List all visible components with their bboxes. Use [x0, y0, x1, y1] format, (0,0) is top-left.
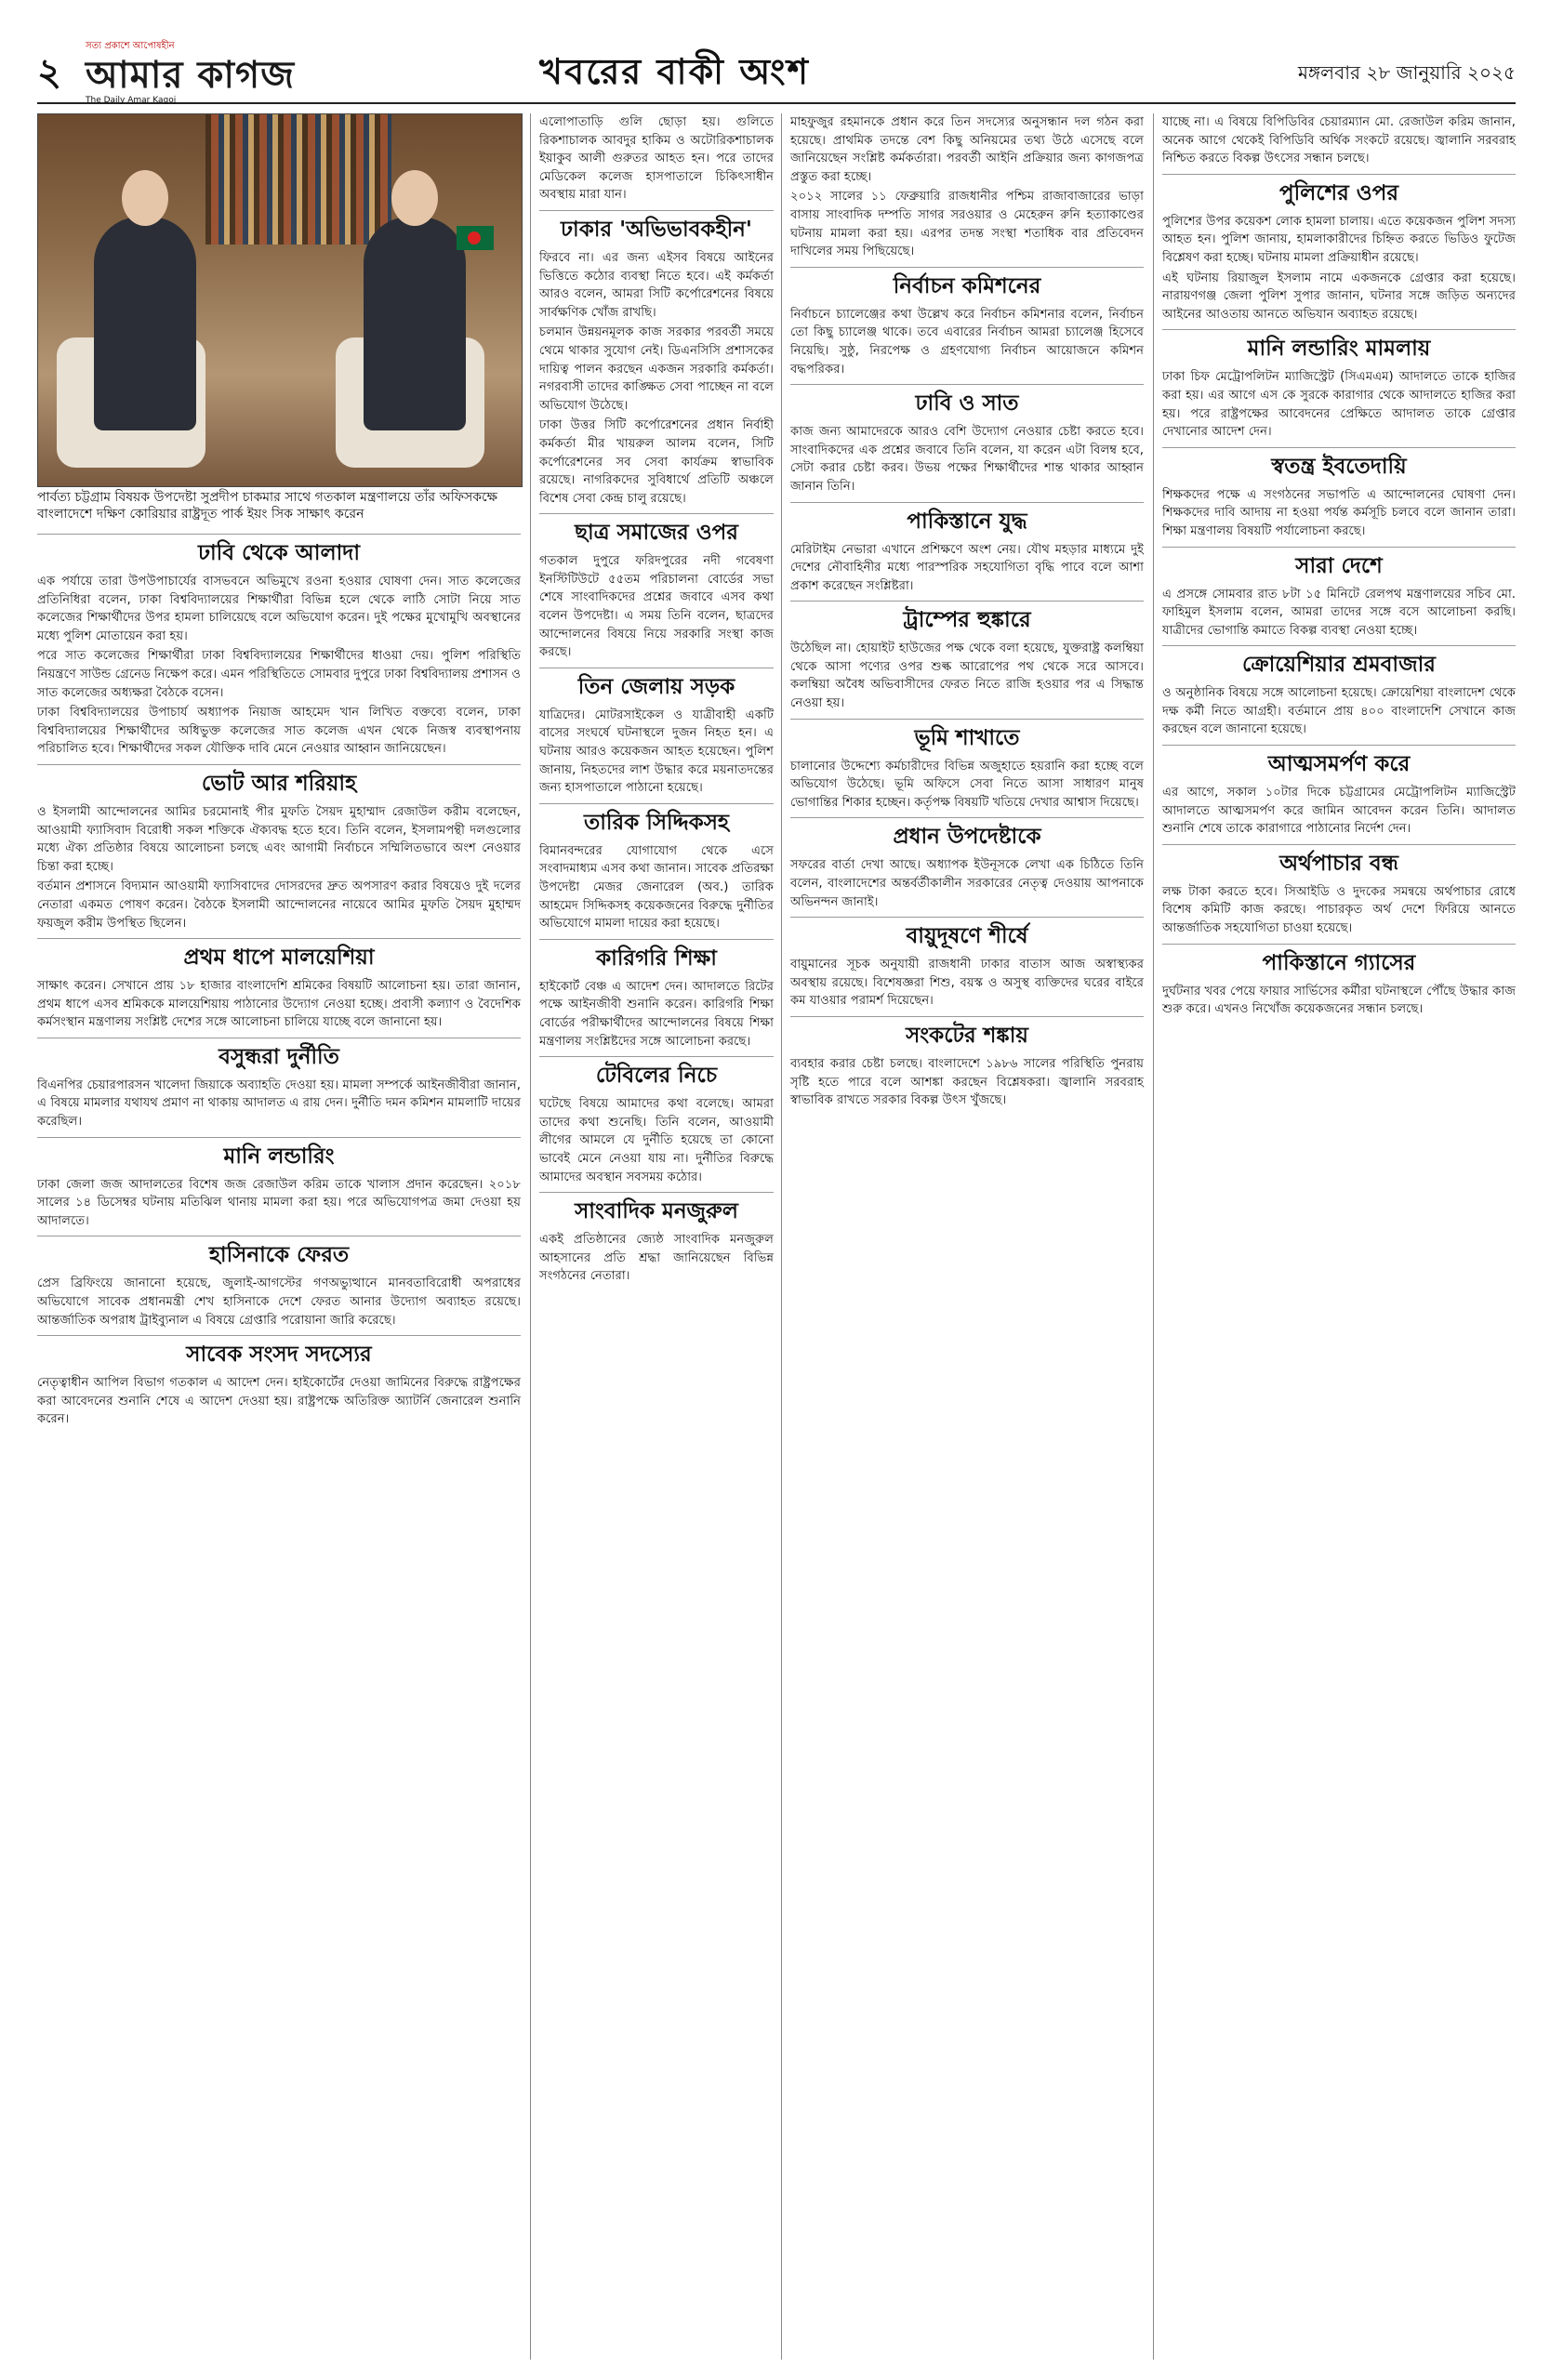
- photo-caption: পার্বত্য চট্টগ্রাম বিষয়ক উপদেষ্টা সুপ্রদীপ চাকমার সাথে গতকাল মন্ত্রণালয়ে তাঁর অফিসকক্ষে বাংলাদেশে দক্ষিণ কোরিয়ার রাষ্ট্রদূত পার্ক ইয়ং সিক সাক্ষাৎ করেন: [37, 490, 497, 522]
- article-paragraph: শিক্ষকদের পক্ষে এ সংগঠনের সভাপতি এ আন্দোলনের ঘোষণা দেন। শিক্ষকদের দাবি আদায় না হওয়া পর্যন্ত কর্মসূচি চলবে বলে জানান তারা। শিক্ষা মন্ত্রণালয় বিষয়টি পর্যালোচনা করছে।: [1162, 487, 1516, 538]
- section-title: খবরের বাকী অংশ: [539, 50, 811, 92]
- article-headline: প্রধান উপদেষ্টাকে: [790, 817, 1144, 851]
- article-paragraph: এই ঘটনায় রিয়াজুল ইসলাম নামে একজনকে গ্রেপ্তার করা হয়েছে। নারায়ণগঞ্জ জেলা পুলিশ সুপার জানান, ঘটনার সঙ্গে জড়িত অন্যদের আইনের আওতায় আনতে অভিযান অব্যাহত রয়েছে।: [1162, 271, 1516, 322]
- flag-icon: [457, 226, 494, 250]
- article-headline: টেবিলের নিচে: [539, 1056, 774, 1090]
- article-headline: হাসিনাকে ফেরত: [37, 1236, 521, 1269]
- article-paragraph: মাহফুজুর রহমানকে প্রধান করে তিন সদস্যের অনুসন্ধান দল গঠন করা হয়েছে। প্রাথমিক তদন্তে বেশ কিছু অনিয়মের তথ্য উঠে এসেছে বলে জানিয়েছেন সংশ্লিষ্ট কর্মকর্তারা। পরবর্তী আইনি প্রক্রিয়ার জন্য কাগজপত্র প্রস্তুত করা হচ্ছে।: [790, 115, 1144, 184]
- article-headline: পাকিস্তানে গ্যাসের: [1162, 944, 1516, 977]
- article-headline: ঢাকার 'অভিভাবকহীন': [539, 210, 774, 244]
- article-paragraph: চালানোর উদ্দেশ্যে কর্মচারীদের বিভিন্ন অজুহাতে হয়রানি করা হচ্ছে বলে অভিযোগ উঠেছে। ভূমি অফিসে সেবা নিতে আসা সাধারণ মানুষ ভোগান্তির শিকার হচ্ছেন। কর্তৃপক্ষ বিষয়টি খতিয়ে দেখার আশ্বাস দিয়েছে।: [790, 759, 1144, 810]
- article-paragraph: মেরিটাইম নেভারা এখানে প্রশিক্ষণে অংশ নেয়। যৌথ মহড়ার মাধ্যমে দুই দেশের নৌবাহিনীর মধ্যে পারস্পরিক সহযোগিতা বৃদ্ধি পাবে বলে আশা প্রকাশ করেছেন সংশ্লিষ্টরা।: [790, 542, 1144, 593]
- article-headline: সাংবাদিক মনজুরুল: [539, 1192, 774, 1225]
- article-headline: ভূমি শাখাতে: [790, 719, 1144, 752]
- masthead-tagline: সত্য প্রকাশে আপোষহীন: [86, 41, 175, 51]
- article-paragraph: বায়ুমানের সূচক অনুযায়ী রাজধানী ঢাকার বাতাস আজ অস্বাস্থ্যকর অবস্থায় রয়েছে। বিশেষজ্ঞরা শিশু, বয়স্ক ও অসুস্থ ব্যক্তিদের ঘরের বাইরে কম যাওয়ার পরামর্শ দিয়েছেন।: [790, 958, 1144, 1009]
- column-1: [37, 528, 521, 2360]
- article-paragraph: গতকাল দুপুরে ফরিদপুরের নদী গবেষণা ইনস্টিটিউটে ৫৫তম পরিচালনা বোর্ডের সভা শেষে সাংবাদিকদের প্রশ্নের জবাবে এসব কথা বলেন উপদেষ্টা। এ সময় তিনি বলেন, ছাত্রদের আন্দোলনের বিষয়ে নিয়ে সরকারি সংস্থা কাজ করছে।: [539, 554, 774, 660]
- article-headline: আত্মসমর্পণ করে: [1162, 745, 1516, 778]
- article-paragraph: সফরের বার্তা দেখা আছে। অধ্যাপক ইউনূসকে লেখা এক চিঠিতে তিনি বলেন, বাংলাদেশের অন্তর্বর্তীকালীন সরকারের নেতৃত্ব দেওয়ায় আপনাকে অভিনন্দন জানাই।: [790, 858, 1144, 909]
- article-headline: সংকটের শঙ্কায়: [790, 1016, 1144, 1050]
- article-headline: বায়ুদূষণে শীর্ষে: [790, 917, 1144, 950]
- article-headline: অর্থপাচার বন্ধ: [1162, 844, 1516, 878]
- news-photo: [37, 113, 523, 487]
- column-divider: [781, 113, 782, 2360]
- article-headline: নির্বাচন কমিশনের: [790, 267, 1144, 300]
- article-headline: কারিগরি শিক্ষা: [539, 939, 774, 972]
- article-headline: পাকিস্তানে যুদ্ধ: [790, 502, 1144, 536]
- article-headline: মানি লন্ডারিং মামলায়: [1162, 329, 1516, 363]
- person-left: [94, 217, 196, 430]
- article-headline: মানি লন্ডারিং: [37, 1137, 521, 1170]
- article-headline: ট্রাম্পের হুঙ্কারে: [790, 601, 1144, 634]
- article-paragraph: প্রেস ব্রিফিংয়ে জানানো হয়েছে, জুলাই-আগস্টের গণঅভ্যুত্থানে মানবতাবিরোধী অপরাধের অভিযোগে সাবেক প্রধানমন্ত্রী শেখ হাসিনাকে দেশে ফেরত আনার উদ্যোগ অব্যাহত রয়েছে। আন্তর্জাতিক অপরাধ ট্রাইব্যুনাল এ বিষয়ে গ্রেপ্তারি পরোয়ানা জারি করেছে।: [37, 1276, 521, 1328]
- person-right: [364, 217, 466, 430]
- article-headline: স্বতন্ত্র ইবতেদায়ি: [1162, 447, 1516, 481]
- article-paragraph: ঢাকা বিশ্ববিদ্যালয়ের উপাচার্য অধ্যাপক নিয়াজ আহমেদ খান লিখিত বক্তব্যে বলেন, ঢাকা বিশ্ববিদ্যালয়ের শিক্ষার্থীদের অধিভুক্ত কলেজের সাত কলেজ এখন থেকে নিজস্ব ব্যবস্থাপনায় পরিচালিত হবে। শিক্ষার্থীদের সকল যৌক্তিক দাবি মেনে নেওয়ার আহ্বান জানিয়েছেন।: [37, 706, 521, 757]
- issue-date: মঙ্গলবার ২৮ জানুয়ারি ২০২৫: [1297, 61, 1516, 84]
- article-paragraph: ঢাকা চিফ মেট্রোপলিটন ম্যাজিস্ট্রেট (সিএমএম) আদালতে তাকে হাজির করা হয়। এর আগে এস কে সুরকে কারাগার থেকে আদালতে হাজির করা হয়। পরে রাষ্ট্রপক্ষের আবেদনের প্রেক্ষিতে আদালত তাকে গ্রেপ্তার দেখানোর আদেশ দেন।: [1162, 370, 1516, 440]
- page-header: [37, 37, 1516, 104]
- article-paragraph: নির্বাচনে চ্যালেঞ্জের কথা উল্লেখ করে নির্বাচন কমিশনার বলেন, নির্বাচন তো কিছু চ্যালেঞ্জ থাকে। তবে এবারের নির্বাচন আমরা চ্যালেঞ্জ হিসেবে নিয়েছি। সুষ্ঠু, নিরপেক্ষ ও গ্রহণযোগ্য নির্বাচন আয়োজনে কমিশন বদ্ধপরিকর।: [790, 307, 1144, 377]
- article-paragraph: ২০১২ সালের ১১ ফেব্রুয়ারি রাজধানীর পশ্চিম রাজাবাজারের ভাড়া বাসায় সাংবাদিক দম্পতি সাগর সরওয়ার ও মেহেরুন রুনি হত্যাকাণ্ডের ঘটনায় মামলা করা হয়। এরপর তদন্ত সংস্থা শতাধিক বার প্রতিবেদন দাখিলের সময় পিছিয়েছে।: [790, 190, 1144, 259]
- article-headline: ঢাবি ও সাত: [790, 384, 1144, 417]
- article-paragraph: বিমানবন্দরের যোগাযোগ থেকে এসে সংবাদমাধ্যম এসব কথা জানান। সাবেক প্রতিরক্ষা উপদেষ্টা মেজর জেনারেল (অব.) তারিক আহমেদ সিদ্দিকসহ কয়েকজনের বিরুদ্ধে দুর্নীতির অভিযোগে মামলা দায়ের করা হয়েছে।: [539, 843, 774, 932]
- article-paragraph: ঘটেছে বিষয়ে আমাদের কথা বলেছে। আমরা তাদের কথা শুনেছি। তিনি বলেন, আওয়ামী লীগের আমলে যে দুর্নীতি হয়েছে তা কোনো ভাবেই মেনে নেওয়া যায় না। দুর্নীতির বিরুদ্ধে আমাদের অবস্থান সবসময় কঠোর।: [539, 1097, 774, 1184]
- column-3: [790, 113, 1144, 2360]
- article-headline: ঢাবি থেকে আলাদা: [37, 534, 521, 567]
- article-headline: বসুন্ধরা দুর্নীতি: [37, 1038, 521, 1071]
- article-paragraph: ও ইসলামী আন্দোলনের আমির চরমোনাই পীর মুফতি সৈয়দ মুহাম্মাদ রেজাউল করীম বলেছেন, আওয়ামী ফ্যাসিবাদ বিরোধী সকল শক্তিকে ঐক্যবদ্ধ হতে হবে। তিনি বলেন, ইসলামপন্থী দলগুলোর মধ্যে ঐক্য প্রতিষ্ঠার বিষয়ে আলোচনা চলছে এবং আগামী নির্বাচনে সম্মিলিতভাবে অংশ নেওয়ার চিন্তা করা হচ্ছে।: [37, 804, 521, 874]
- article-paragraph: ফিরবে না। এর জন্য এইসব বিষয়ে আইনের ভিত্তিতে কঠোর ব্যবস্থা নিতে হবে। এই কর্মকর্তা আরও বলেন, আমরা সিটি কর্পোরেশনের বিষয়ে সার্বক্ষণিক খোঁজ রাখছি।: [539, 250, 774, 320]
- article-paragraph: কাজ জন্য আমাদেরকে আরও বেশি উদ্যোগ নেওয়ার চেষ্টা করতে হবে। সাংবাদিকদের এক প্রশ্নের জবাবে তিনি বলেন, যা করেন এটা বিলম্ব হবে, সেটা করার চেষ্টা করব। উভয় পক্ষের শিক্ষার্থীদের শান্ত থাকার আহ্বান জানান তিনি।: [790, 425, 1144, 494]
- article-paragraph: ঢাকা জেলা জজ আদালতের বিশেষ জজ রেজাউল করিম তাকে খালাস প্রদান করেছেন। ২০১৮ সালের ১৪ ডিসেম্বর ঘটনায় মতিঝিল থানায় মামলা করা হয়। পরে অভিযোগপত্র জমা দেওয়া হয় আদালতে।: [37, 1177, 521, 1228]
- masthead-subtitle: The Daily Amar Kagoj: [86, 96, 177, 105]
- masthead-name: আমার কাগজ: [86, 53, 295, 97]
- column-divider: [530, 113, 531, 2360]
- article-paragraph: বিএনপির চেয়ারপারসন খালেদা জিয়াকে অব্যাহতি দেওয়া হয়। মামলা সম্পর্কে আইনজীবীরা জানান, এ বিষয়ে মামলার যথাযথ প্রমাণ না থাকায় আদালত এ রায় দেন। দুর্নীতি দমন কমিশন মামলাটি দায়ের করেছিল।: [37, 1078, 521, 1130]
- article-paragraph: যাচ্ছে না। এ বিষয়ে বিপিডিবির চেয়ারম্যান মো. রেজাউল করিম জানান, অনেক আগে থেকেই বিপিডিবি অর্থিক সংকটে রয়েছে। জ্বালানি সরবরাহ নিশ্চিত করতে বিকল্প উৎসের সন্ধান চলছে।: [1162, 115, 1516, 166]
- article-headline: ক্রোয়েশিয়ার শ্রমবাজার: [1162, 645, 1516, 679]
- article-paragraph: এক পর্যায়ে তারা উপউপাচার্যের বাসভবনে অভিমুখে রওনা হওয়ার ঘোষণা দেন। সাত কলেজের প্রতিনিধিরা বলেন, ঢাকা বিশ্ববিদ্যালয়ের শিক্ষার্থীরা বিভিন্ন হলে থেকে লাঠি সোটা নিয়ে সাত কলেজের শিক্ষার্থীদের উপর হামলা চালিয়েছে বলে অভিযোগ করেন। দুই পক্ষের মুখোমুখি অবস্থানের মধ্যে পুলিশ মোতায়েন করা হয়।: [37, 575, 521, 643]
- article-headline: সারা দেশে: [1162, 547, 1516, 580]
- article-headline: ছাত্র সমাজের ওপর: [539, 513, 774, 547]
- article-headline: প্রথম ধাপে মালয়েশিয়া: [37, 938, 521, 972]
- article-paragraph: চলমান উন্নয়নমূলক কাজ সরকার পরবর্তী সময়ে থেমে থাকার সুযোগ নেই। ডিএনসিসি প্রশাসকের দায়িত্ব পালন করছেন একজন সরকারি কর্মকর্তা। নগরবাসী তাদের কাঙ্ক্ষিত সেবা পাচ্ছেন না বলে অভিযোগ উঠেছে।: [539, 325, 774, 413]
- article-paragraph: নেতৃত্বাধীন আপিল বিভাগ গতকাল এ আদেশ দেন। হাইকোর্টের দেওয়া জামিনের বিরুদ্ধে রাষ্ট্রপক্ষের করা আবেদনের শুনানি শেষে এ আদেশ দেওয়া হয়। রাষ্ট্রপক্ষে অতিরিক্ত অ্যাটর্নি জেনারেল শুনানি করেন।: [37, 1376, 521, 1427]
- article-headline: সাবেক সংসদ সদস্যের: [37, 1335, 521, 1368]
- article-paragraph: উঠেছিল না। হোয়াইট হাউজের পক্ষ থেকে বলা হয়েছে, যুক্তরাষ্ট্র কলম্বিয়া থেকে আসা পণ্যের ওপর শুল্ক আরোপের পথ থেকে সরে আসবে। কলম্বিয়া অবৈধ অভিবাসীদের ফেরত নিতে রাজি হওয়ার পর এ সিদ্ধান্ত নেওয়া হয়।: [790, 641, 1144, 711]
- article-headline: তারিক সিদ্দিকসহ: [539, 803, 774, 837]
- article-paragraph: একই প্রতিষ্ঠানের জ্যেষ্ঠ সাংবাদিক মনজুরুল আহসানের প্রতি শ্রদ্ধা জানিয়েছেন বিভিন্ন সংগঠনের নেতারা।: [539, 1233, 774, 1284]
- page-number: ২: [37, 50, 62, 94]
- masthead-logo: [86, 39, 327, 105]
- article-paragraph: এলোপাতাড়ি গুলি ছোড়া হয়। গুলিতে রিকশাচালক আবদুর হাকিম ও অটোরিকশাচালক ইয়াকুব আলী গুরুতর আহত হন। পরে তাদের মেডিকেল কলেজ হাসপাতালে চিকিৎসাধীন অবস্থায় মারা যান।: [539, 115, 774, 203]
- article-paragraph: এর আগে, সকাল ১০টার দিকে চট্টগ্রামের মেট্রোপলিটন ম্যাজিস্ট্রেট আদালতে আত্মসমর্পণ করে জামিন আবেদন করেন তিনি। আদালত শুনানি শেষে তাকে কারাগারে পাঠানোর নির্দেশ দেন।: [1162, 786, 1516, 837]
- article-paragraph: দুর্ঘটনার খবর পেয়ে ফায়ার সার্ভিসের কর্মীরা ঘটনাস্থলে পৌঁছে উদ্ধার কাজ শুরু করে। এখনও নিখোঁজ কয়েকজনের সন্ধান চলছে।: [1162, 984, 1516, 1017]
- article-paragraph: এ প্রসঙ্গে সোমবার রাত ৮টা ১৫ মিনিটে রেলপথ মন্ত্রণালয়ের সচিব মো. ফাহিমুল ইসলাম বলেন, আমরা তাদের সঙ্গে বসে আলোচনা করছি। যাত্রীদের ভোগান্তি কমাতে বিকল্প ব্যবস্থা নেওয়া হচ্ছে।: [1162, 587, 1516, 638]
- bookshelf: [205, 114, 391, 245]
- article-paragraph: যাত্রিদের। মোটরসাইকেল ও যাত্রীবাহী একটি বাসের সংঘর্ষে ঘটনাস্থলে দুজন নিহত হন। এ ঘটনায় আরও কয়েকজন আহত হয়েছেন। পুলিশ জানায়, নিহতদের লাশ উদ্ধার করে ময়নাতদন্তের জন্য হাসপাতালে পাঠানো হয়েছে।: [539, 707, 774, 796]
- column-4: [1162, 113, 1516, 2360]
- article-paragraph: ও অনুষ্ঠানিক বিষয়ে সঙ্গে আলোচনা হয়েছে। ক্রোয়েশিয়া বাংলাদেশ থেকে দক্ষ কর্মী নিতে আগ্রহী। বর্তমানে প্রায় ৪০০ বাংলাদেশি সেখানে কাজ করছেন বলে জানানো হয়েছে।: [1162, 686, 1516, 737]
- article-headline: ভোট আর শরিয়াহ: [37, 764, 521, 798]
- article-paragraph: পরে সাত কলেজের শিক্ষার্থীরা ঢাকা বিশ্ববিদ্যালয়ের শিক্ষার্থীদের ধাওয়া দেয়। পুলিশ পরিস্থিতি নিয়ন্ত্রণে সাউন্ড গ্রেনেড নিক্ষেপ করে। এমন পরিস্থিতিতে সোমবার দুপুরে ঢাকা বিশ্ববিদ্যালয় প্রশাসন ও সাত কলেজের অধ্যক্ষরা বৈঠকে বসেন।: [37, 649, 521, 700]
- article-paragraph: বর্তমান প্রশাসনে বিদ্যমান আওয়ামী ফ্যাসিবাদের দোসরদের দ্রুত অপসারণ করার বিষয়েও দুই দলের নেতারা একমত পোষণ করেন। বৈঠকে ইসলামী আন্দোলনের নায়েবে আমির মুফতি সৈয়দ মুহাম্মদ ফয়জুল করীম উপস্থিত ছিলেন।: [37, 879, 521, 931]
- article-paragraph: পুলিশের উপর কয়েকশ লোক হামলা চালায়। এতে কয়েকজন পুলিশ সদস্য আহত হন। পুলিশ জানায়, হামলাকারীদের চিহ্নিত করতে ভিডিও ফুটেজ বিশ্লেষণ করা হচ্ছে। ঘটনায় মামলা প্রক্রিয়াধীন রয়েছে।: [1162, 214, 1516, 265]
- column-divider: [1153, 113, 1154, 2360]
- article-headline: পুলিশের ওপর: [1162, 174, 1516, 207]
- article-paragraph: লক্ষ টাকা করতে হবে। সিআইডি ও দুদকের সমন্বয়ে অর্থপাচার রোধে বিশেষ কমিটি কাজ করছে। পাচারকৃত অর্থ দেশে ফিরিয়ে আনতে আন্তর্জাতিক সহযোগিতা চাওয়া হয়েছে।: [1162, 884, 1516, 936]
- article-paragraph: ঢাকা উত্তর সিটি কর্পোরেশনের প্রধান নির্বাহী কর্মকর্তা মীর খায়রুল আলম বলেন, সিটি কর্পোরেশনের সব সেবা কার্যক্রম স্বাভাবিক রয়েছে। নাগরিকদের সুবিধার্থে প্রতিটি অঞ্চলে বিশেষ সেবা কেন্দ্র চালু রয়েছে।: [539, 418, 774, 506]
- article-headline: তিন জেলায় সড়ক: [539, 668, 774, 701]
- column-2: [539, 113, 774, 2360]
- article-paragraph: সাক্ষাৎ করেন। সেখানে প্রায় ১৮ হাজার বাংলাদেশি শ্রমিকের বিষয়টি আলোচনা হয়। তারা জানান, প্রথম ধাপে এসব শ্রমিককে মালয়েশিয়ায় পাঠানোর উদ্যোগ নেওয়া হচ্ছে। প্রবাসী কল্যাণ ও বৈদেশিক কর্মসংস্থান মন্ত্রণালয় সংশ্লিষ্ট দেশের সঙ্গে আলোচনা চালিয়ে যাচ্ছে বলে জানানো হয়।: [37, 979, 521, 1030]
- article-paragraph: হাইকোর্ট বেঞ্চ এ আদেশ দেন। আদালতে রিটের পক্ষে আইনজীবী শুনানি করেন। কারিগরি শিক্ষা বোর্ডের পরীক্ষার্থীদের আন্দোলনের বিষয়ে শিক্ষা মন্ত্রণালয় সংশ্লিষ্টদের সঙ্গে আলোচনা করছে।: [539, 979, 774, 1049]
- article-paragraph: ব্যবহার করার চেষ্টা চলছে। বাংলাদেশে ১৯৮৬ সালের পরিস্থিতি পুনরায় সৃষ্টি হতে পারে বলে আশঙ্কা করছেন বিশ্লেষকরা। জ্বালানি সরবরাহ স্বাভাবিক রাখতে সরকার বিকল্প উৎস খুঁজছে।: [790, 1057, 1144, 1108]
